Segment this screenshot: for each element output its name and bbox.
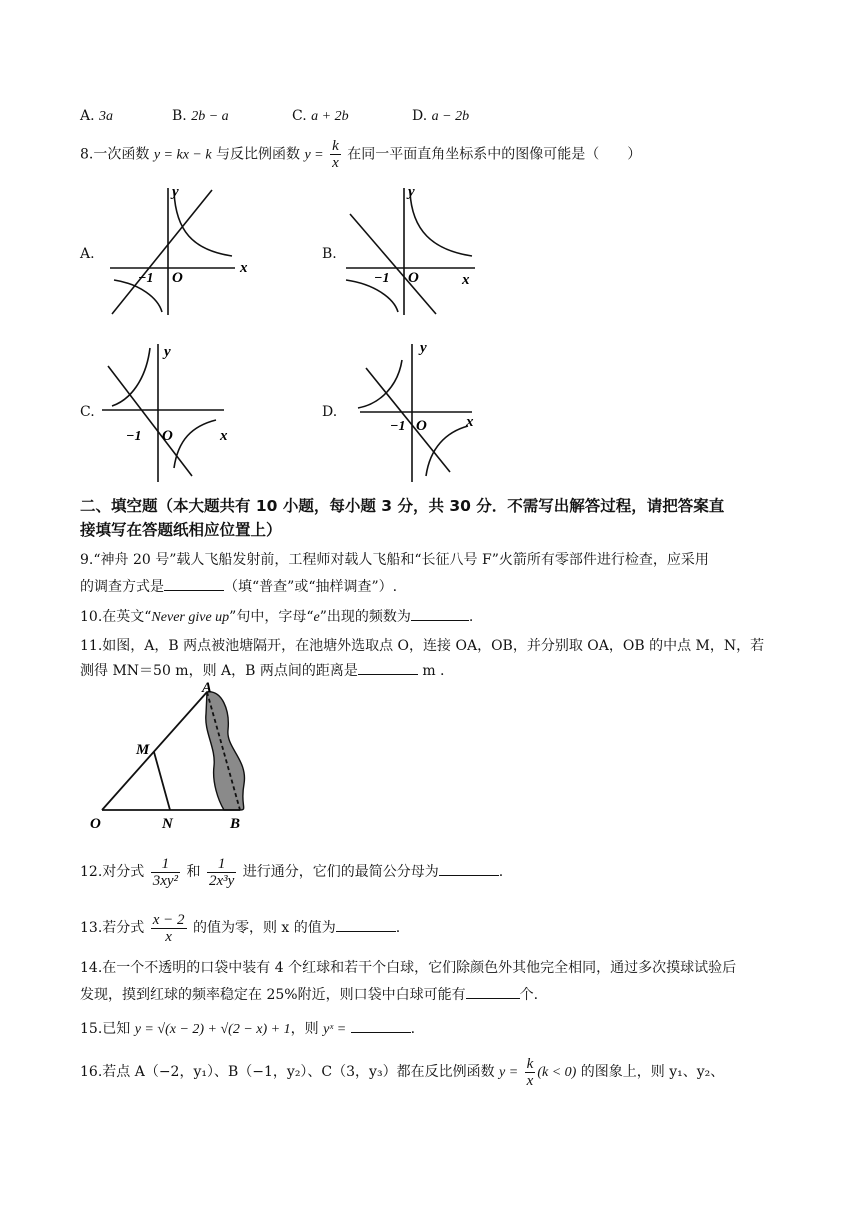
q13-end: . [395, 920, 401, 936]
point-m-label: M [136, 742, 150, 758]
q8-graph-label-b: B. [322, 246, 337, 262]
tick-label: −1 [126, 429, 142, 444]
q11-figure [80, 682, 280, 842]
fraction-numerator: 1 [161, 855, 170, 872]
q11-line-2 [80, 660, 445, 681]
linear-graph [108, 366, 192, 476]
option-letter: B. [172, 108, 187, 124]
axis-y-label: y [420, 340, 427, 356]
linear-graph [366, 368, 450, 472]
q7-option-a [80, 108, 113, 125]
q9-text-end: （填“普查”或“抽样调查”）. [224, 579, 398, 595]
q8-prefix: 8.一次函数 [80, 146, 150, 163]
point-n-label: N [162, 816, 173, 832]
q10-letter: e [313, 610, 320, 625]
axis-x-label: x [466, 414, 474, 430]
q15-mid: ，则 [290, 1021, 319, 1037]
q13-answer-blank[interactable] [336, 917, 396, 932]
q12-text-post: 进行通分，它们的最简公分母为 [242, 864, 439, 880]
q10-text-mid: ”句中，字母“ [229, 609, 314, 625]
point-a-label: A [202, 682, 213, 696]
axis-x-label: x [220, 428, 228, 444]
q13-text-post: 的值为零，则 x 的值为 [192, 920, 336, 936]
q8-graph-b [340, 180, 490, 320]
fraction-numerator: k [526, 1055, 534, 1072]
q12-line [80, 850, 503, 894]
q9-answer-blank[interactable] [164, 576, 224, 591]
option-expr: a + 2b [311, 109, 349, 124]
q15-line [80, 1018, 415, 1040]
q16-text: 16.若点 A（−2，y₁）、B（−1，y₂）、C（3，y₃）都在反比例函数 [80, 1064, 495, 1080]
fraction-denominator: 3xy² [152, 872, 179, 889]
option-expr: 2b − a [191, 109, 229, 124]
q9-text: 的调查方式是 [80, 579, 164, 595]
q7-option-c [292, 108, 349, 125]
q12-answer-blank[interactable] [439, 861, 499, 876]
axis-y-label: y [164, 344, 171, 360]
hyperbola-branch-1 [410, 192, 472, 256]
q15-answer-blank[interactable] [351, 1018, 411, 1033]
q16-text-post: 的图象上，则 y₁、y₂、 [580, 1064, 725, 1080]
q12-and: 和 [186, 864, 201, 880]
q15-end: . [410, 1021, 416, 1037]
tick-label: −1 [374, 271, 390, 286]
q11-unit: m . [422, 663, 445, 679]
fraction-denominator: x [526, 1072, 534, 1089]
q15-expression: y = √(x − 2) + √(2 − x) + 1 [134, 1022, 291, 1037]
axis-x-label: x [240, 260, 248, 276]
fraction-numerator: 1 [217, 855, 226, 872]
option-expr: 3a [99, 109, 114, 124]
option-letter: C. [292, 108, 307, 124]
q8-mid-text: 与反比例函数 [216, 146, 301, 163]
q13-line [80, 906, 400, 950]
axis-y-label: y [408, 184, 415, 200]
q14-answer-blank[interactable] [466, 984, 520, 999]
tick-label: −1 [390, 419, 406, 434]
q11-line-1: 11.如图，A，B 两点被池塘隔开，在池塘外选取点 O，连接 OA，OB，并分别取 OA，OB 的中点 M，N，若 [80, 638, 765, 654]
q10-text-post: ”出现的频数为 [319, 609, 411, 625]
q8-graph-label-d: D. [322, 404, 338, 420]
fraction-numerator: k [332, 138, 339, 154]
q8-graph-d [350, 340, 500, 485]
q16-condition: (k < 0) [537, 1065, 577, 1080]
q12-text: 12.对分式 [80, 864, 145, 880]
q8-graph-label-a: A. [80, 246, 95, 262]
q12-fraction-2 [207, 856, 236, 889]
q10-phrase: Never give up [151, 610, 230, 625]
q11-answer-blank[interactable] [358, 660, 418, 675]
q13-fraction [151, 912, 187, 945]
q13-text: 13.若分式 [80, 920, 145, 936]
linear-graph [112, 190, 212, 314]
segment-mn [154, 752, 170, 810]
q12-end: . [498, 864, 504, 880]
q8-graph-label-c: C. [80, 404, 95, 420]
option-letter: D. [412, 108, 428, 124]
origin-label: O [172, 270, 183, 286]
option-expr: a − 2b [431, 109, 470, 124]
q15-text: 15.已知 [80, 1021, 131, 1037]
q8-inverse-fraction [330, 138, 341, 171]
origin-label: O [162, 428, 173, 444]
q16-lhs: y = [499, 1065, 519, 1080]
origin-label: O [408, 270, 419, 286]
q8-graph-a [100, 180, 250, 320]
point-b-label: B [230, 816, 241, 832]
fraction-numerator: x − 2 [152, 911, 185, 928]
pond-shape [206, 692, 245, 810]
q8-graph-c [96, 340, 246, 485]
q10-text: 10.在英文“ [80, 609, 152, 625]
q16-fraction [525, 1056, 536, 1089]
section-2-heading-line-1: 二、填空题（本大题共有 10 小题，每小题 3 分，共 30 分．不需写出解答过程，请把答案直 [80, 497, 725, 515]
q9-line-1: 9.“神舟 20 号”载人飞船发射前，工程师对载人飞船和“长征八号 F”火箭所有零部件进行检查，应采用 [80, 552, 709, 568]
origin-label: O [416, 418, 427, 434]
q8-stem [80, 138, 641, 171]
q11-text: 测得 MN＝50 m，则 A，B 两点间的距离是 [80, 663, 358, 679]
axis-x-label: x [462, 272, 470, 288]
q9-line-2 [80, 576, 397, 597]
q12-fraction-1 [151, 856, 180, 889]
q8-suffix: 在同一平面直角坐标系中的图像可能是（ ） [347, 146, 642, 163]
section-2-heading [80, 494, 780, 542]
q14-line-1: 14.在一个不透明的口袋中装有 4 个红球和若干个白球，它们除颜色外其他完全相同，通过多次摸球试验后 [80, 960, 737, 976]
q10-end: . [468, 609, 474, 625]
q7-option-d [412, 108, 469, 125]
fraction-denominator: x [151, 928, 187, 945]
section-2-heading-line-2: 接填写在答题纸相应位置上） [80, 521, 282, 539]
q15-power: yˣ = [323, 1022, 347, 1037]
hyperbola-branch-1 [358, 360, 402, 408]
fraction-denominator: 2x³y [208, 872, 235, 889]
point-o-label: O [90, 816, 101, 832]
q8-inverse-lhs: y = [304, 147, 324, 163]
fraction-denominator: x [332, 155, 339, 171]
option-letter: A. [80, 108, 95, 124]
tick-label: −1 [138, 271, 154, 286]
q14-line-2 [80, 984, 538, 1005]
q10-answer-blank[interactable] [411, 606, 469, 621]
q10-line [80, 606, 473, 628]
q14-text-post: 个. [519, 987, 539, 1003]
q7-option-b [172, 108, 229, 125]
hyperbola-branch-2 [346, 280, 398, 312]
q14-text: 发现，摸到红球的频率稳定在 25%附近，则口袋中白球可能有 [80, 987, 466, 1003]
linear-graph [350, 214, 436, 314]
segment-oa [102, 692, 207, 810]
q16-line [80, 1050, 724, 1094]
axis-y-label: y [172, 184, 179, 200]
q8-linear-function: y = kx − k [153, 147, 212, 163]
